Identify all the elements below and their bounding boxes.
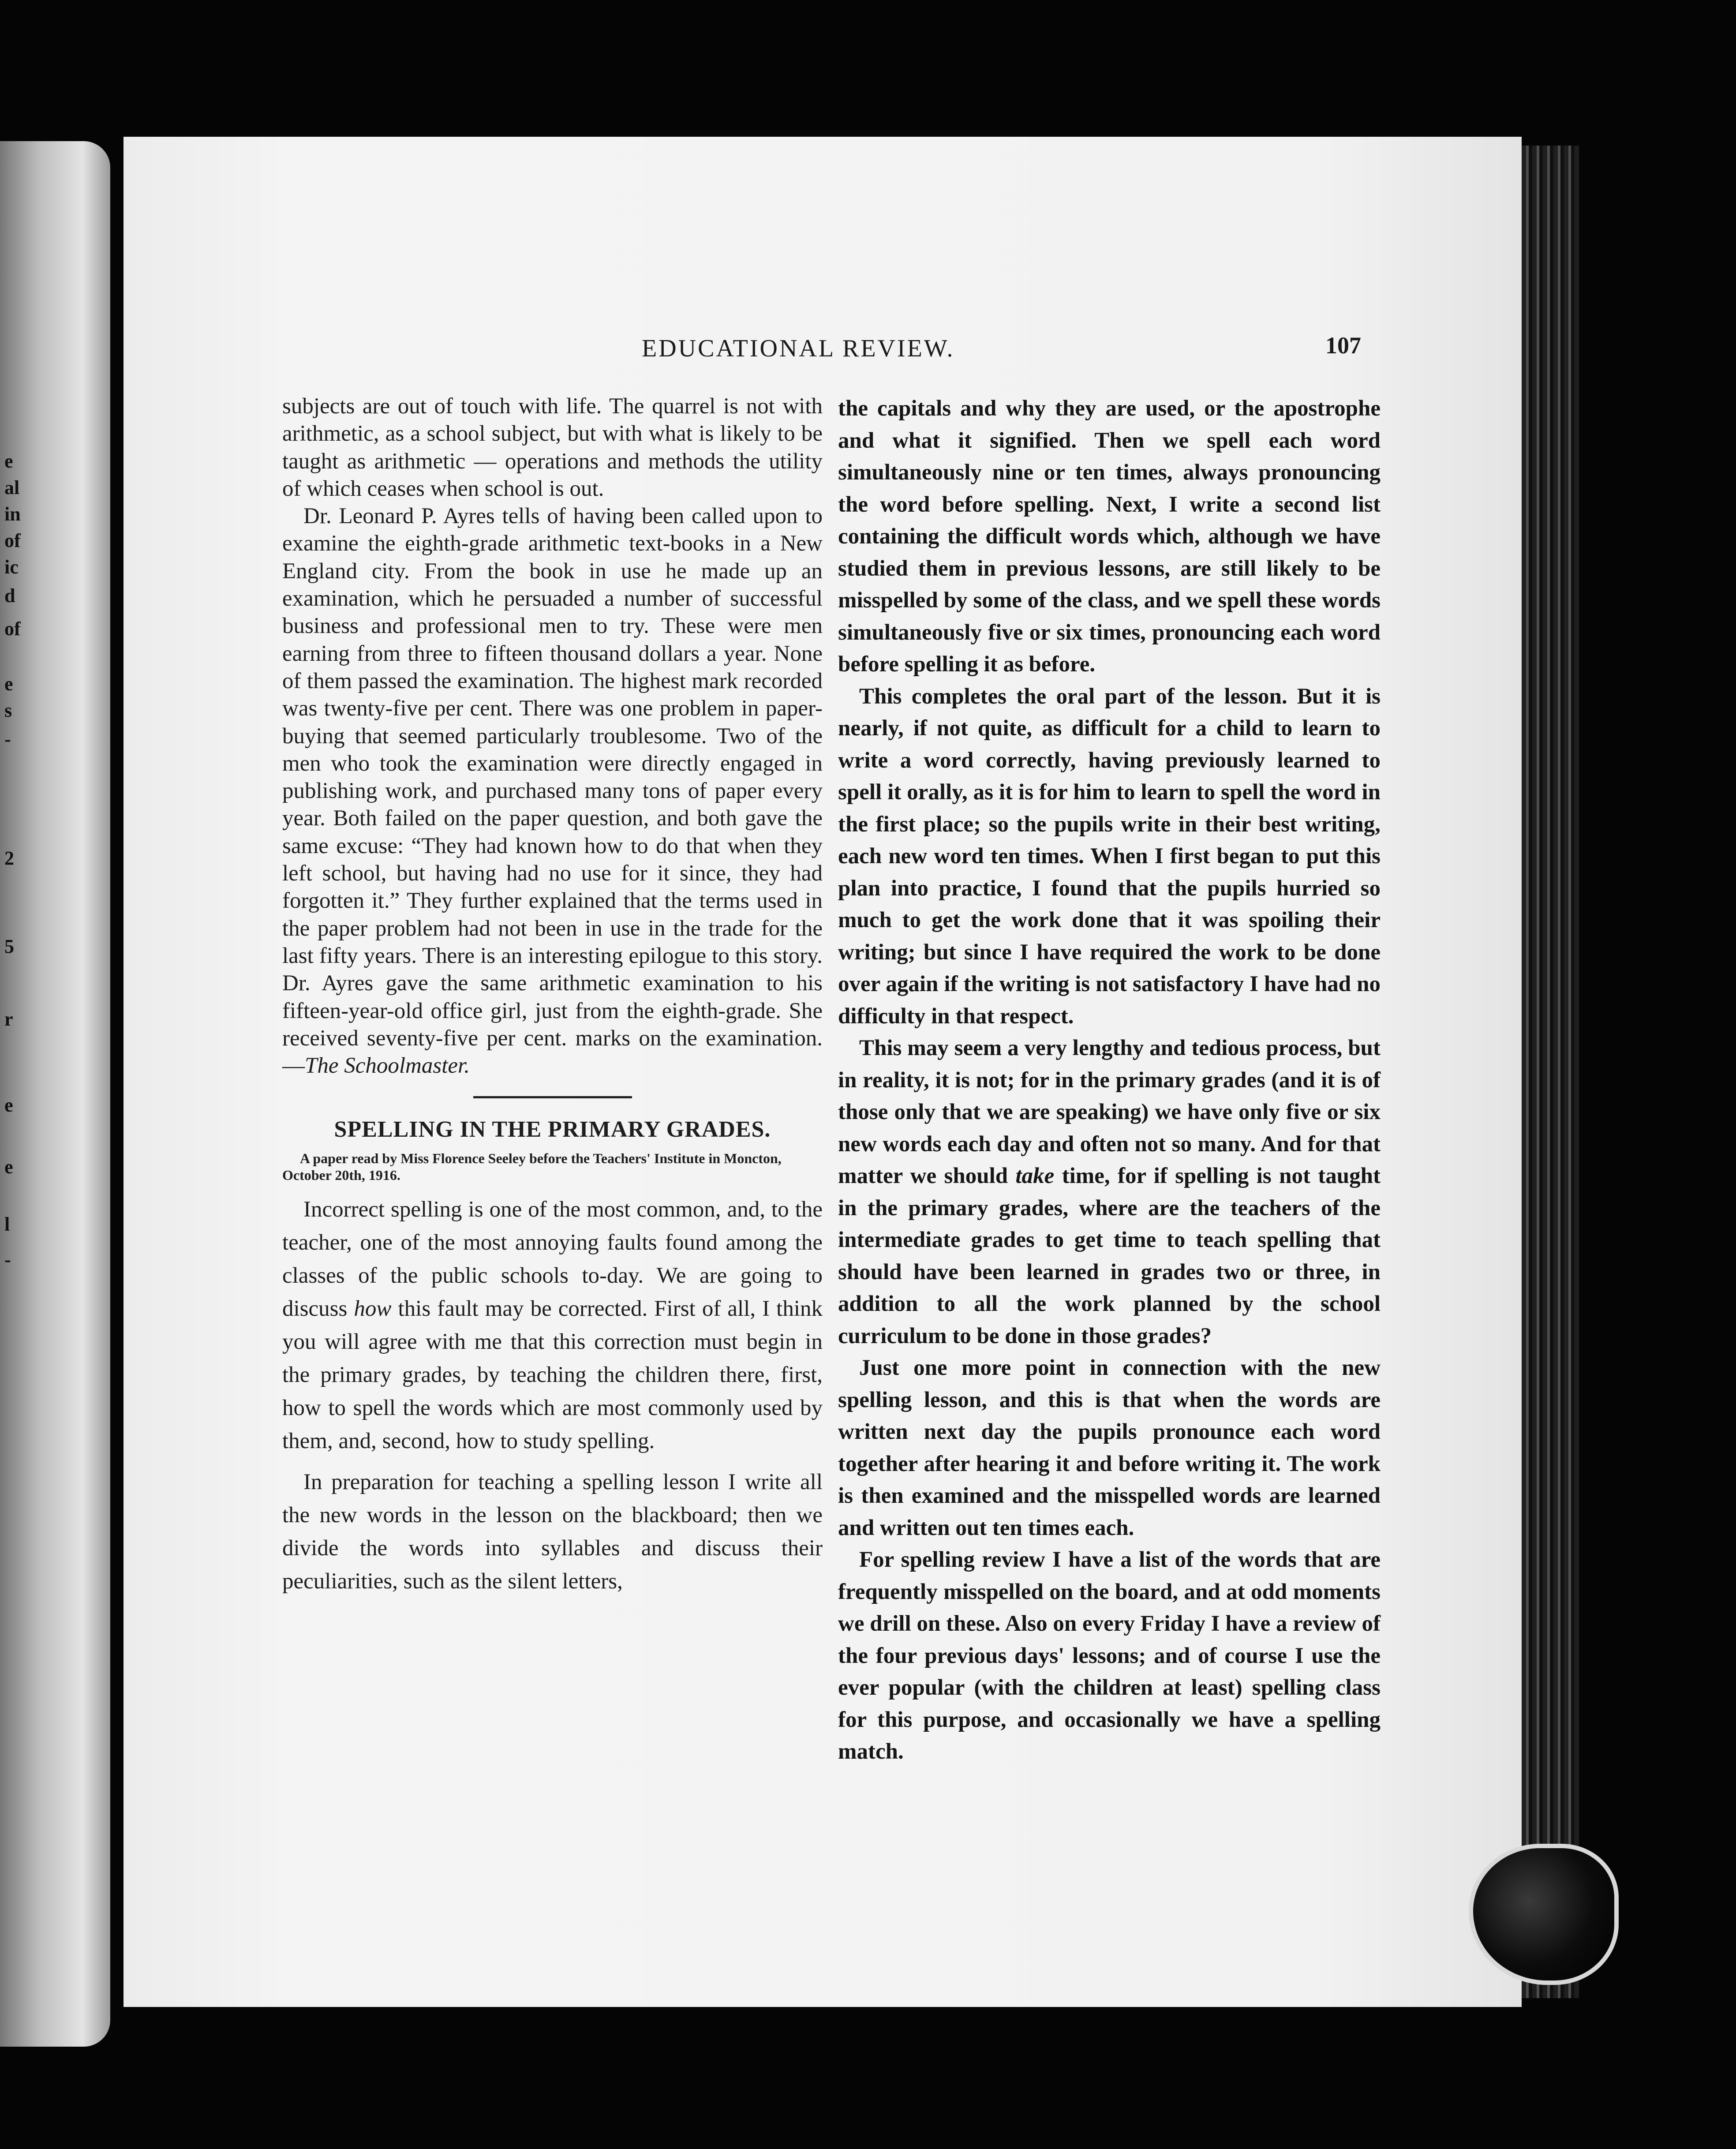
margin-fragment: s xyxy=(4,700,12,721)
paragraph: This completes the oral part of the lesson. But it is nearly, if not quite, as difficult for a child to learn to write a word correctly, having previously learned to spell it orally, as it is for him to learn to spell the word in the first place; so the pupils write in their best writing, each new word ten times. When I first began to put this plan into practice, I found that the pupils hurried so much to get the work done that it was spoiling their writing; but since I have required the work to be done over again if the writing is not satisfactory I have had no difficulty in that respect. xyxy=(838,684,1381,1029)
emphasis: how xyxy=(354,1296,392,1321)
margin-fragment: al xyxy=(4,477,20,498)
paragraph-text: time, for if spelling is not taught in the primary grades, where are the teachers of the intermediate grades to get time to teach spelling that should have been learned in grades two or three, in addition to all the work planned by the school curriculum to be done in those grades? xyxy=(838,1164,1381,1348)
margin-fragment: e xyxy=(4,450,13,472)
margin-fragment: 2 xyxy=(4,847,14,869)
margin-fragment: 5 xyxy=(4,936,14,957)
paragraph-text: Incorrect spelling is one of the most common, and, to the teacher, one of the most annoying faults found among the classes of the public schools to-day. We are going to discuss xyxy=(282,1197,823,1321)
running-head: EDUCATIONAL REVIEW. xyxy=(642,335,955,362)
emphasis: take xyxy=(1015,1164,1055,1188)
margin-fragment: r xyxy=(4,1008,13,1030)
left-column xyxy=(282,393,823,1598)
paragraph-text: this fault may be corrected. First of all, I think you will agree with me that this correction must begin in the primary grades, by teaching the children there, first, how to spell the words which are most commonly used by them, and, second, how to study spelling. xyxy=(282,1296,823,1453)
paragraph xyxy=(282,502,823,1079)
page-number: 107 xyxy=(1325,332,1361,359)
margin-fragment: of xyxy=(4,530,21,551)
paragraph xyxy=(838,1032,1381,1352)
paragraph: subjects are out of touch with life. The quarrel is not with arithmetic, as a school subject, but with what is likely to be taught as arithmetic — operations and methods the utility of which ceases when school is out. xyxy=(282,394,823,501)
adjacent-page-edge xyxy=(0,141,110,2047)
margin-fragment: of xyxy=(4,618,21,640)
paragraph-text: Dr. Leonard P. Ayres tells of having been called upon to examine the eighth-grade arithmetic text-books in a New England city. From the book in use he made up an examination, which he persuaded a number of successful business and professional men to try. These were men earning from three to fifteen thousand dollars a year. None of them passed the examination. The highest mark recorded was twenty-five per cent. There was one problem in paper-buying that seemed particularly troublesome. Two of the men who took the examination were directly engaged in publishing work, and purchased many tons of paper every year. Both failed on the paper question, and both gave the same excuse: “They had known how to do that when they left school, but having had no use for it since, they had forgotten it.” They further explained that the terms used in the paper problem had not been in use in the trade for the last fifty years. There is an interesting epilogue to this story. Dr. Ayres gave the same arithmetic examination to his fifteen-year-old office girl, just from the eighth-grade. She received seventy-five per cent. marks on the examination.— xyxy=(282,504,823,1078)
margin-fragment: ic xyxy=(4,556,19,578)
section-divider xyxy=(473,1096,632,1098)
right-column xyxy=(838,393,1381,1768)
margin-fragment: - xyxy=(4,728,11,750)
paragraph xyxy=(282,1193,823,1458)
paragraph: the capitals and why they are used, or the apostrophe and what it signified. Then we spell each word simultaneously nine or ten times, always pronouncing the word before spelling. Next, I write a second list containing the difficult words which, although we have studied them in previous lessons, are still likely to be misspelled by some of the class, and we spell these words simultaneously five or six times, pronouncing each word before spelling it as before. xyxy=(838,396,1381,677)
margin-fragment: in xyxy=(4,503,21,525)
paragraph: In preparation for teaching a spelling lesson I write all the new words in the lesson on the blackboard; then we divide the words into syllables and discuss their peculiarities, such as the silent letters, xyxy=(282,1469,823,1594)
margin-fragment: - xyxy=(4,1249,11,1270)
article-title: SPELLING IN THE PRIMARY GRADES. xyxy=(334,1117,771,1142)
article-byline: A paper read by Miss Florence Seeley before the Teachers' Institute in Moncton, October 20th, 1916. xyxy=(282,1150,782,1183)
paragraph-text: This may seem a very lengthy and tedious process, but in reality, it is not; for in the primary grades (and it is of those only that we are speaking) we have only five or six new words each day and often not so many. And for that matter we should xyxy=(838,1036,1381,1188)
paragraph: Just one more point in connection with the new spelling lesson, and this is that when the words are written next day the pupils pronounce each word together after hearing it and before writing it. The work is then examined and the misspelled words are learned and written out ten times each. xyxy=(838,1355,1381,1540)
margin-fragment: e xyxy=(4,1094,13,1116)
margin-fragment: e xyxy=(4,673,13,695)
margin-fragment: l xyxy=(4,1213,10,1235)
source-credit: The Schoolmaster. xyxy=(305,1053,470,1078)
margin-fragment: d xyxy=(4,585,15,607)
margin-fragment: e xyxy=(4,1156,13,1178)
page-stack-edge xyxy=(1522,146,1579,1998)
paragraph: For spelling review I have a list of the words that are frequently misspelled on the board, and at odd moments we drill on these. Also on every Friday I have a review of the four previous days' lessons; and of course I use the ever popular (with the children at least) spelling class for this purpose, and occasionally we have a spelling match. xyxy=(838,1547,1381,1764)
